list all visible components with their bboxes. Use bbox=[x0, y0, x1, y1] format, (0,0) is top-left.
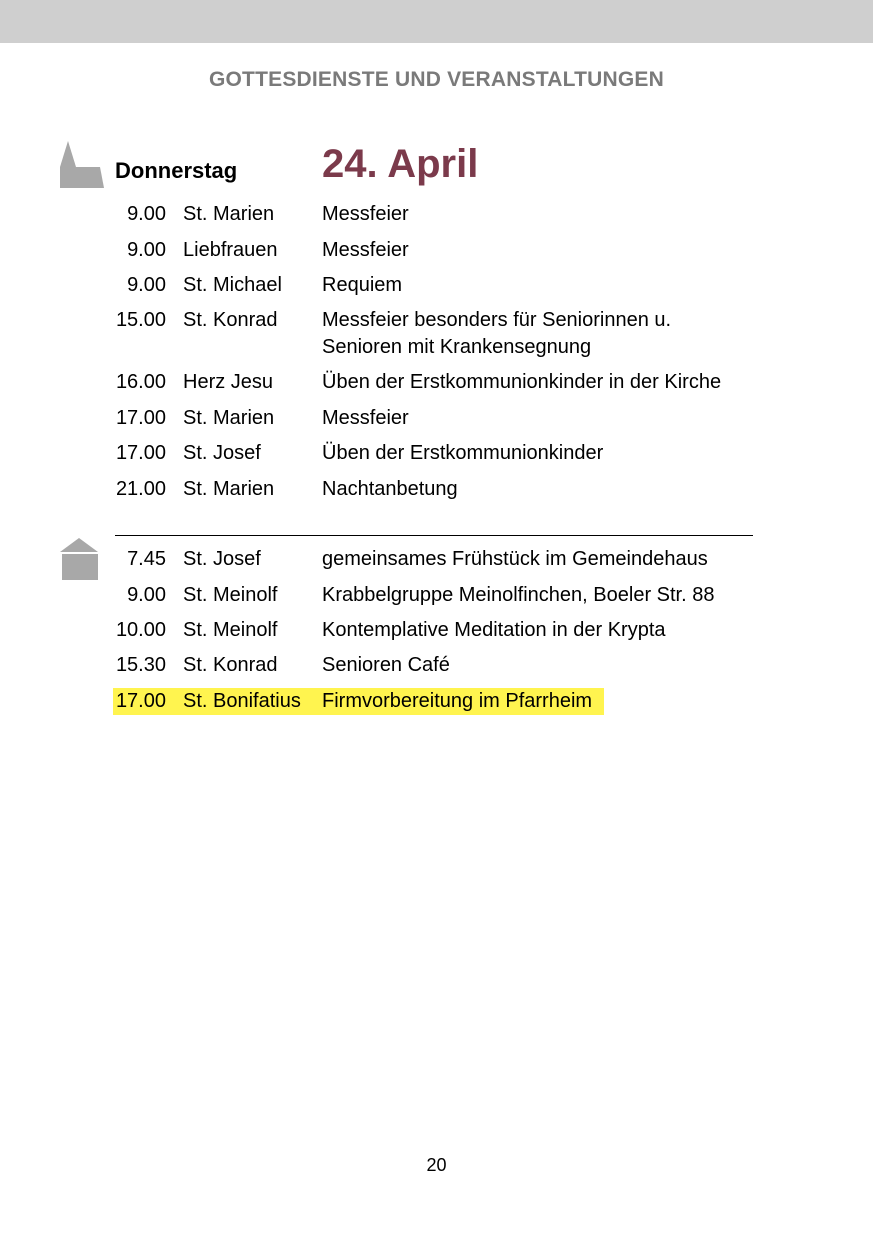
time: 9.00 bbox=[127, 584, 166, 606]
event: Requiem bbox=[322, 274, 403, 296]
place: St. Josef bbox=[183, 442, 261, 464]
weekday: Donnerstag bbox=[115, 158, 238, 183]
place: St. Marien bbox=[183, 203, 275, 225]
event: Senioren Café bbox=[322, 654, 450, 676]
place: St. Konrad bbox=[183, 654, 278, 676]
time: 17.00 bbox=[115, 442, 166, 464]
time: 9.00 bbox=[127, 274, 166, 296]
time: 9.00 bbox=[127, 239, 166, 261]
church-icon bbox=[58, 141, 106, 189]
time: 15.30 bbox=[115, 654, 166, 676]
time: 17.00 bbox=[115, 690, 166, 712]
event: Kontemplative Meditation in der Krypta bbox=[322, 619, 666, 641]
event: Messfeier besonders für Seniorinnen u. Senioren mit Krankensegnung bbox=[322, 309, 672, 358]
top-bar bbox=[0, 0, 873, 43]
place: St. Meinolf bbox=[183, 619, 278, 641]
place: St. Meinolf bbox=[183, 584, 278, 606]
place: St. Josef bbox=[183, 548, 261, 570]
event: Messfeier bbox=[322, 203, 409, 225]
divider bbox=[115, 535, 753, 536]
place: St. Bonifatius bbox=[183, 690, 301, 712]
event: Nachtanbetung bbox=[322, 478, 458, 500]
time: 7.45 bbox=[127, 548, 166, 570]
event: Üben der Erstkommunionkinder in der Kirche bbox=[322, 371, 722, 393]
event: Messfeier bbox=[322, 407, 409, 429]
time: 17.00 bbox=[115, 407, 166, 429]
place: St. Michael bbox=[183, 274, 282, 296]
event: Krabbelgruppe Meinolfinchen, Boeler Str. 88 bbox=[322, 584, 715, 606]
time: 21.00 bbox=[115, 478, 166, 500]
event: gemeinsames Frühstück im Gemeindehaus bbox=[322, 548, 708, 570]
place: Herz Jesu bbox=[183, 371, 274, 393]
time: 15.00 bbox=[115, 309, 166, 331]
place: St. Marien bbox=[183, 478, 275, 500]
house-icon bbox=[60, 538, 100, 582]
page-number: 20 bbox=[426, 1155, 447, 1175]
place: St. Konrad bbox=[183, 309, 278, 331]
time: 9.00 bbox=[127, 203, 166, 225]
event: Üben der Erstkommunionkinder bbox=[322, 442, 604, 464]
place: St. Marien bbox=[183, 407, 275, 429]
page-title: GOTTESDIENSTE UND VERANSTALTUNGEN bbox=[208, 68, 664, 91]
event: Firmvorbereitung im Pfarrheim bbox=[322, 690, 593, 712]
time: 16.00 bbox=[115, 371, 166, 393]
date-heading: 24. April bbox=[322, 142, 479, 186]
event: Messfeier bbox=[322, 239, 409, 261]
time: 10.00 bbox=[115, 619, 166, 641]
place: Liebfrauen bbox=[183, 239, 278, 261]
